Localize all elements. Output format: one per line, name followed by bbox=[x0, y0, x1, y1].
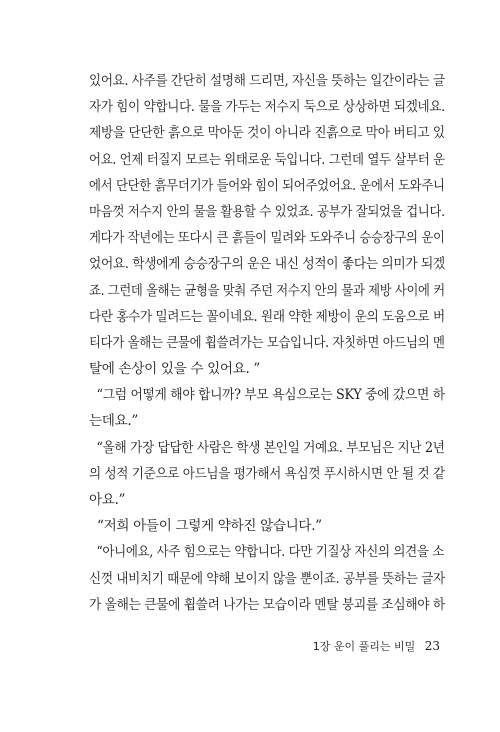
body-text bbox=[89, 68, 445, 618]
text-line: 자가 힘이 약합니다. 물을 가두는 저수지 둑으로 상상하면 되겠네요. bbox=[89, 99, 445, 116]
text-line: 가 올해는 큰물에 휩쓸려 나가는 모습이라 멘탈 붕괴를 조심해야 하 bbox=[89, 596, 445, 613]
text-line: 에서 단단한 흙무더기가 들어와 힘이 되어주었어요. 운에서 도와주니 bbox=[89, 177, 445, 194]
text-line: 는데요.” bbox=[89, 413, 138, 430]
text-line: 있어요. 사주를 간단히 설명해 드리면, 자신을 뜻하는 일간이라는 글 bbox=[89, 73, 445, 89]
page-footer bbox=[313, 638, 440, 654]
text-line: 게다가 작년에는 또다시 큰 흙들이 밀려와 도와주니 승승장구의 운이 bbox=[89, 230, 445, 247]
text-line: 아요.” bbox=[89, 492, 126, 508]
dialogue-line: “그럼 어떻게 해야 합니까? 부모 욕심으로는 SKY 중에 갔으면 하 bbox=[96, 387, 445, 404]
text-line: 신껏 내비치기 때문에 약해 보이지 않을 뿐이죠. 공부를 뜻하는 글자 bbox=[89, 570, 445, 587]
chapter-title: 1장 운이 풀리는 비밀 bbox=[312, 640, 416, 653]
text-line: 의 성적 기준으로 아드님을 평가해서 욕심껏 푸시하시면 안 될 것 같 bbox=[89, 465, 445, 482]
text-line: 어요. 언제 터질지 모르는 위태로운 둑입니다. 그런데 열두 살부터 운 bbox=[89, 151, 445, 168]
text-line: 다란 홍수가 밀려드는 꼴이네요. 원래 약한 제방이 운의 도움으로 버 bbox=[89, 308, 445, 325]
text-line: 죠. 그런데 올해는 균형을 맞춰 주던 저수지 안의 물과 제방 사이에 커 bbox=[89, 282, 445, 299]
text-line: 제방을 단단한 흙으로 막아둔 것이 아니라 진흙으로 막아 버티고 있 bbox=[89, 125, 445, 142]
text-line: 마음껏 저수지 안의 물을 활용할 수 있었죠. 공부가 잘되었을 겁니다. bbox=[89, 203, 445, 220]
dialogue-line: “저희 아들이 그렇게 약하진 않습니다.” bbox=[97, 518, 322, 535]
page-number: 23 bbox=[424, 639, 440, 653]
text-line: 었어요. 학생에게 승승장구의 운은 내신 성적이 좋다는 의미가 되겠 bbox=[89, 256, 445, 273]
dialogue-line: “올해 가장 답답한 사람은 학생 본인일 거예요. 부모님은 지난 2년 bbox=[96, 439, 445, 456]
text-line: 티다가 올해는 큰물에 휩쓸려가는 모습입니다. 자칫하면 아드님의 멘 bbox=[89, 334, 445, 351]
text-line: 탈에 손상이 있을 수 있어요. ” bbox=[89, 361, 261, 378]
dialogue-line: “아니에요, 사주 힘으로는 약합니다. 다만 기질상 자신의 의견을 소 bbox=[96, 544, 445, 561]
